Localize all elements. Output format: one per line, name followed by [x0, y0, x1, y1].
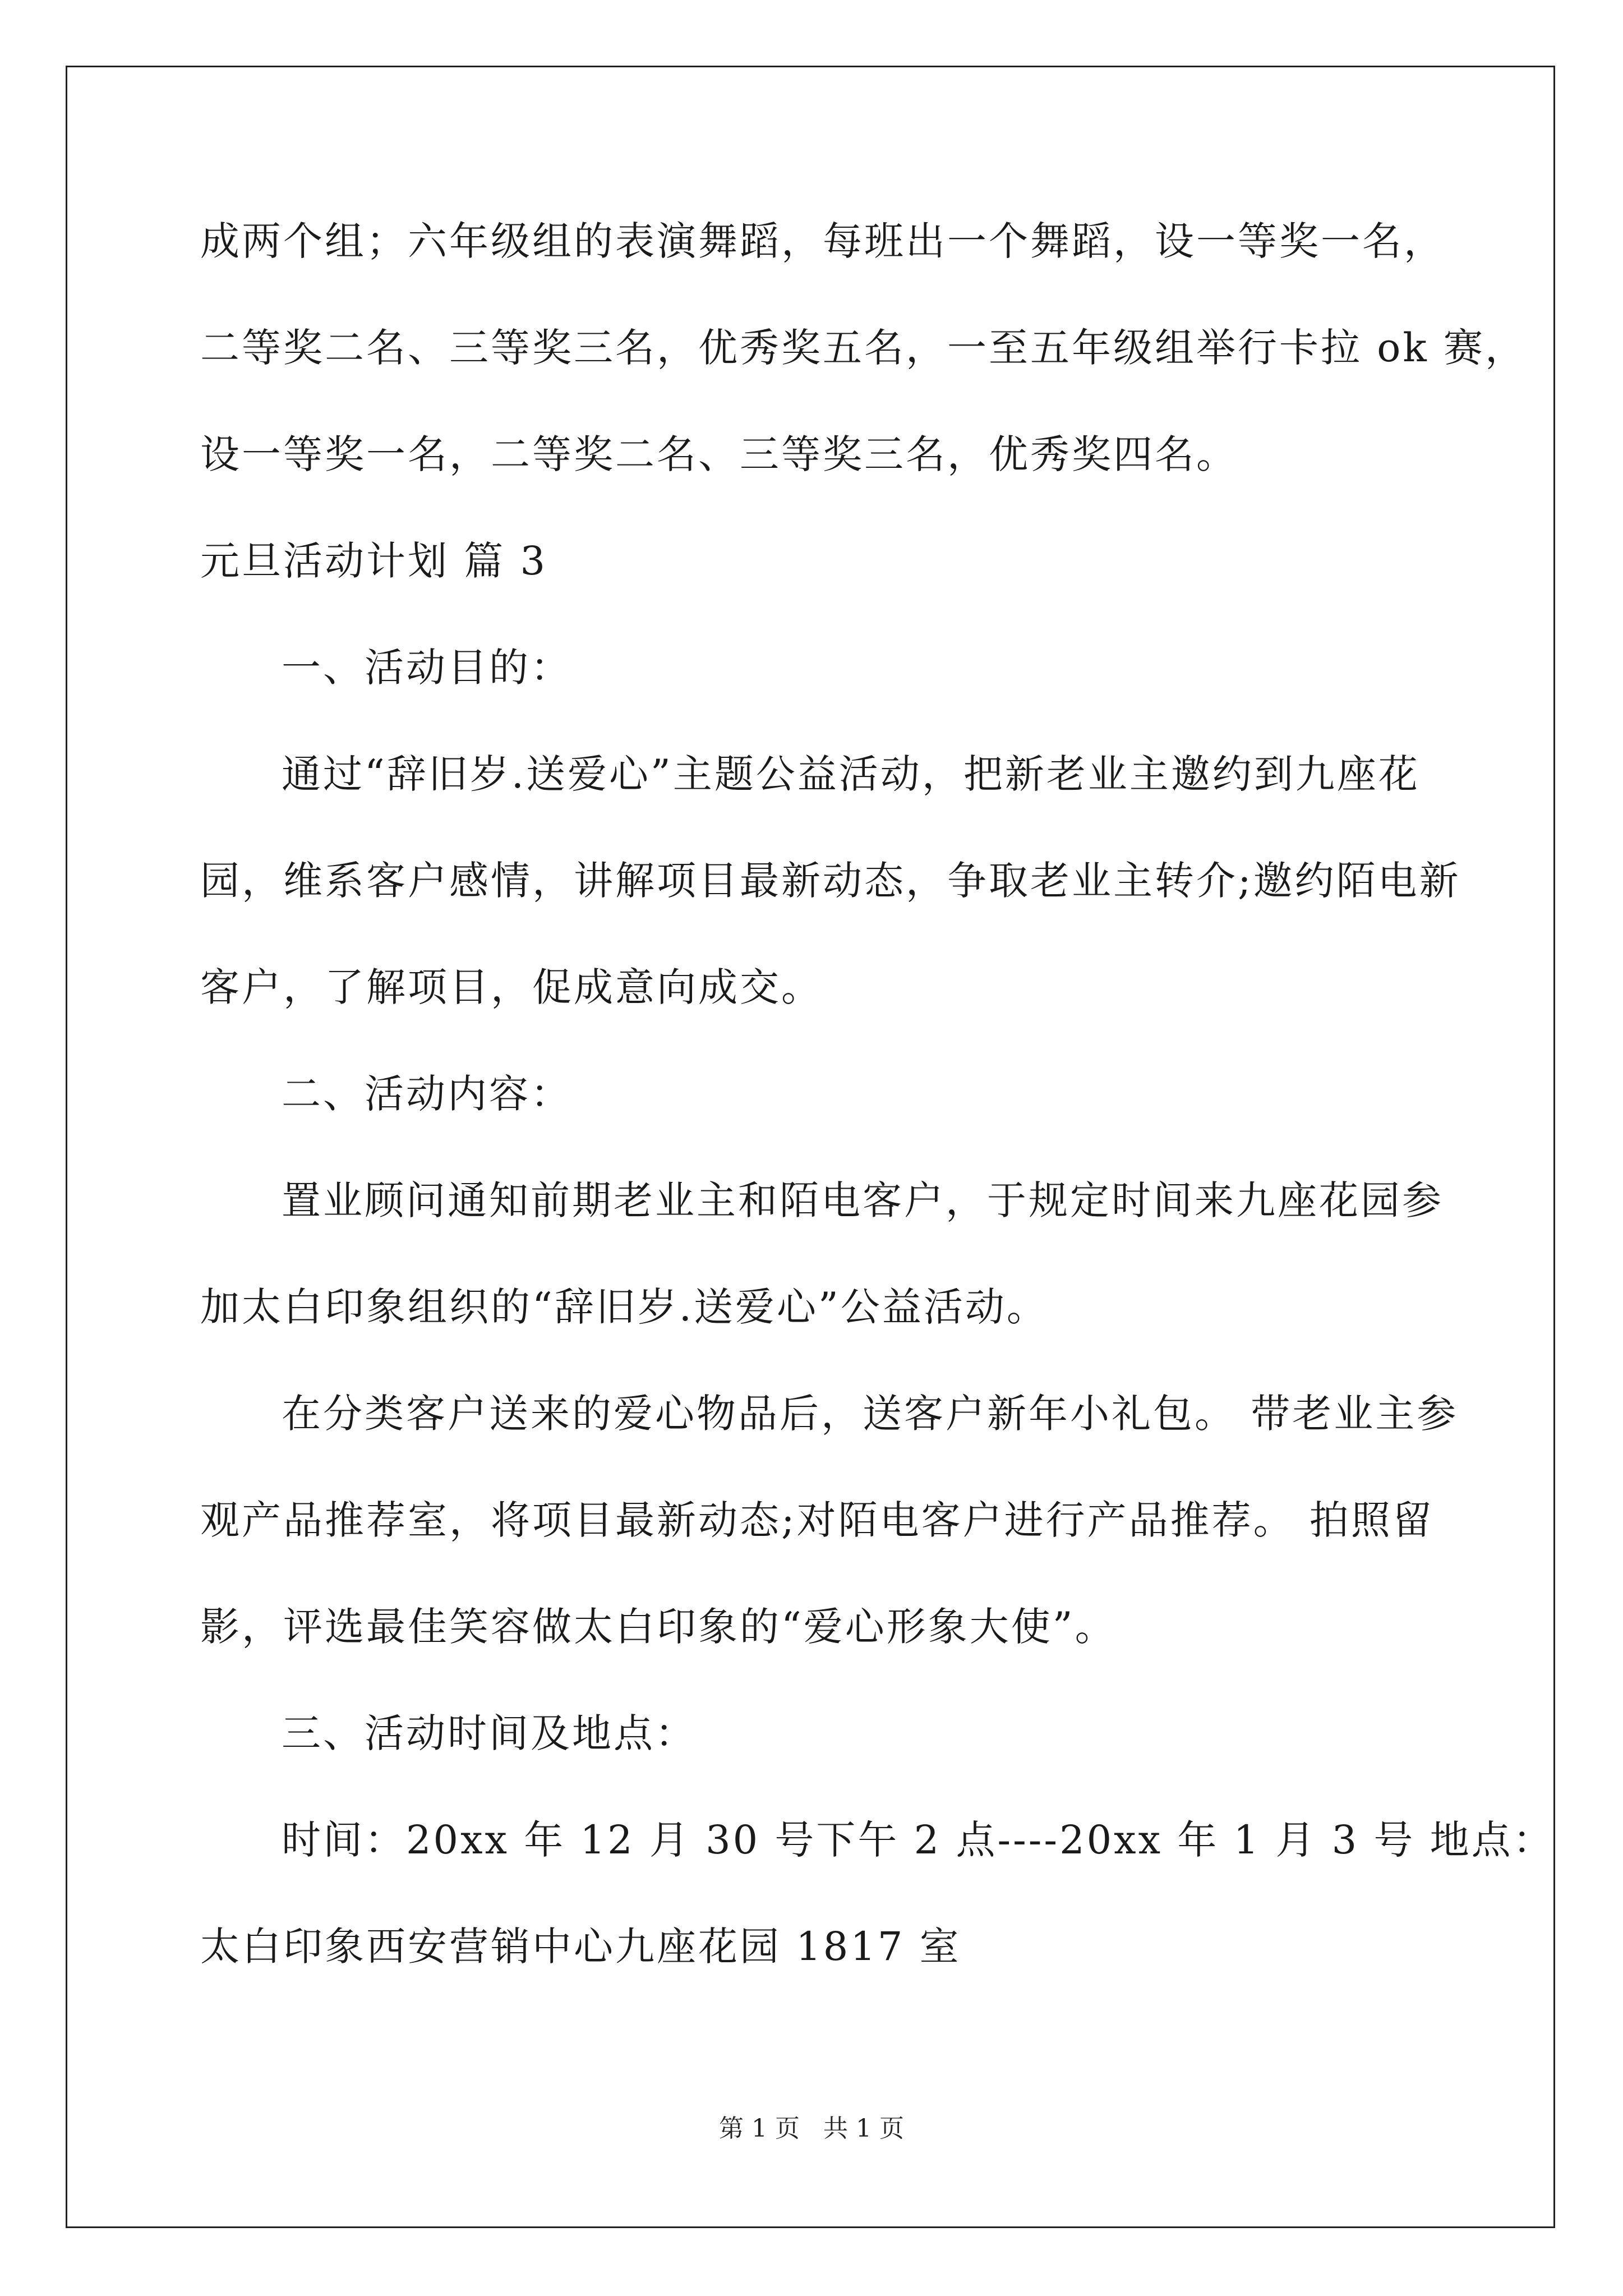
subheading-purpose: 一、活动目的：: [282, 645, 572, 691]
subheading-time-place: 三、活动时间及地点：: [282, 1710, 697, 1756]
page-footer: 第 1 页 共 1 页: [719, 2114, 904, 2143]
paragraph-line-8: 客户，了解项目，促成意向成交。: [200, 964, 823, 1010]
paragraph-line-16: 时间：20xx 年 12 月 30 号下午 2 点----20xx 年 1 月 3 号 地点：: [282, 1817, 1555, 1863]
page-border: [66, 66, 1555, 2228]
paragraph-line-13: 观产品推荐室，将项目最新动态;对陌电客户进行产品推荐。 拍照留: [200, 1497, 1434, 1543]
subheading-content: 二、活动内容：: [282, 1071, 572, 1117]
paragraph-line-6: 通过“辞旧岁.送爱心”主题公益活动，把新老业主邀约到九座花: [282, 751, 1420, 797]
paragraph-line-17: 太白印象西安营销中心九座花园 1817 室: [200, 1924, 961, 1970]
paragraph-line-12: 在分类客户送来的爱心物品后，送客户新年小礼包。 带老业主参: [282, 1391, 1459, 1437]
section-heading: 元旦活动计划 篇 3: [200, 538, 548, 584]
paragraph-line-14: 影，评选最佳笑容做太白印象的“爱心形象大使”。: [200, 1604, 1117, 1650]
paragraph-line-3: 设一等奖一名，二等奖二名、三等奖三名，优秀奖四名。: [200, 431, 1238, 477]
paragraph-line-10: 置业顾问通知前期老业主和陌电客户，于规定时间来九座花园参: [282, 1177, 1444, 1223]
paragraph-line-11: 加太白印象组织的“辞旧岁.送爱心”公益活动。: [200, 1284, 1048, 1330]
paragraph-line-2: 二等奖二名、三等奖三名，优秀奖五名，一至五年级组举行卡拉 ok 赛，: [200, 325, 1527, 371]
paragraph-line-1: 成两个组；六年级组的表演舞蹈，每班出一个舞蹈，设一等奖一名，: [200, 218, 1445, 264]
paragraph-line-7: 园，维系客户感情，讲解项目最新动态，争取老业主转介;邀约陌电新: [200, 858, 1461, 904]
